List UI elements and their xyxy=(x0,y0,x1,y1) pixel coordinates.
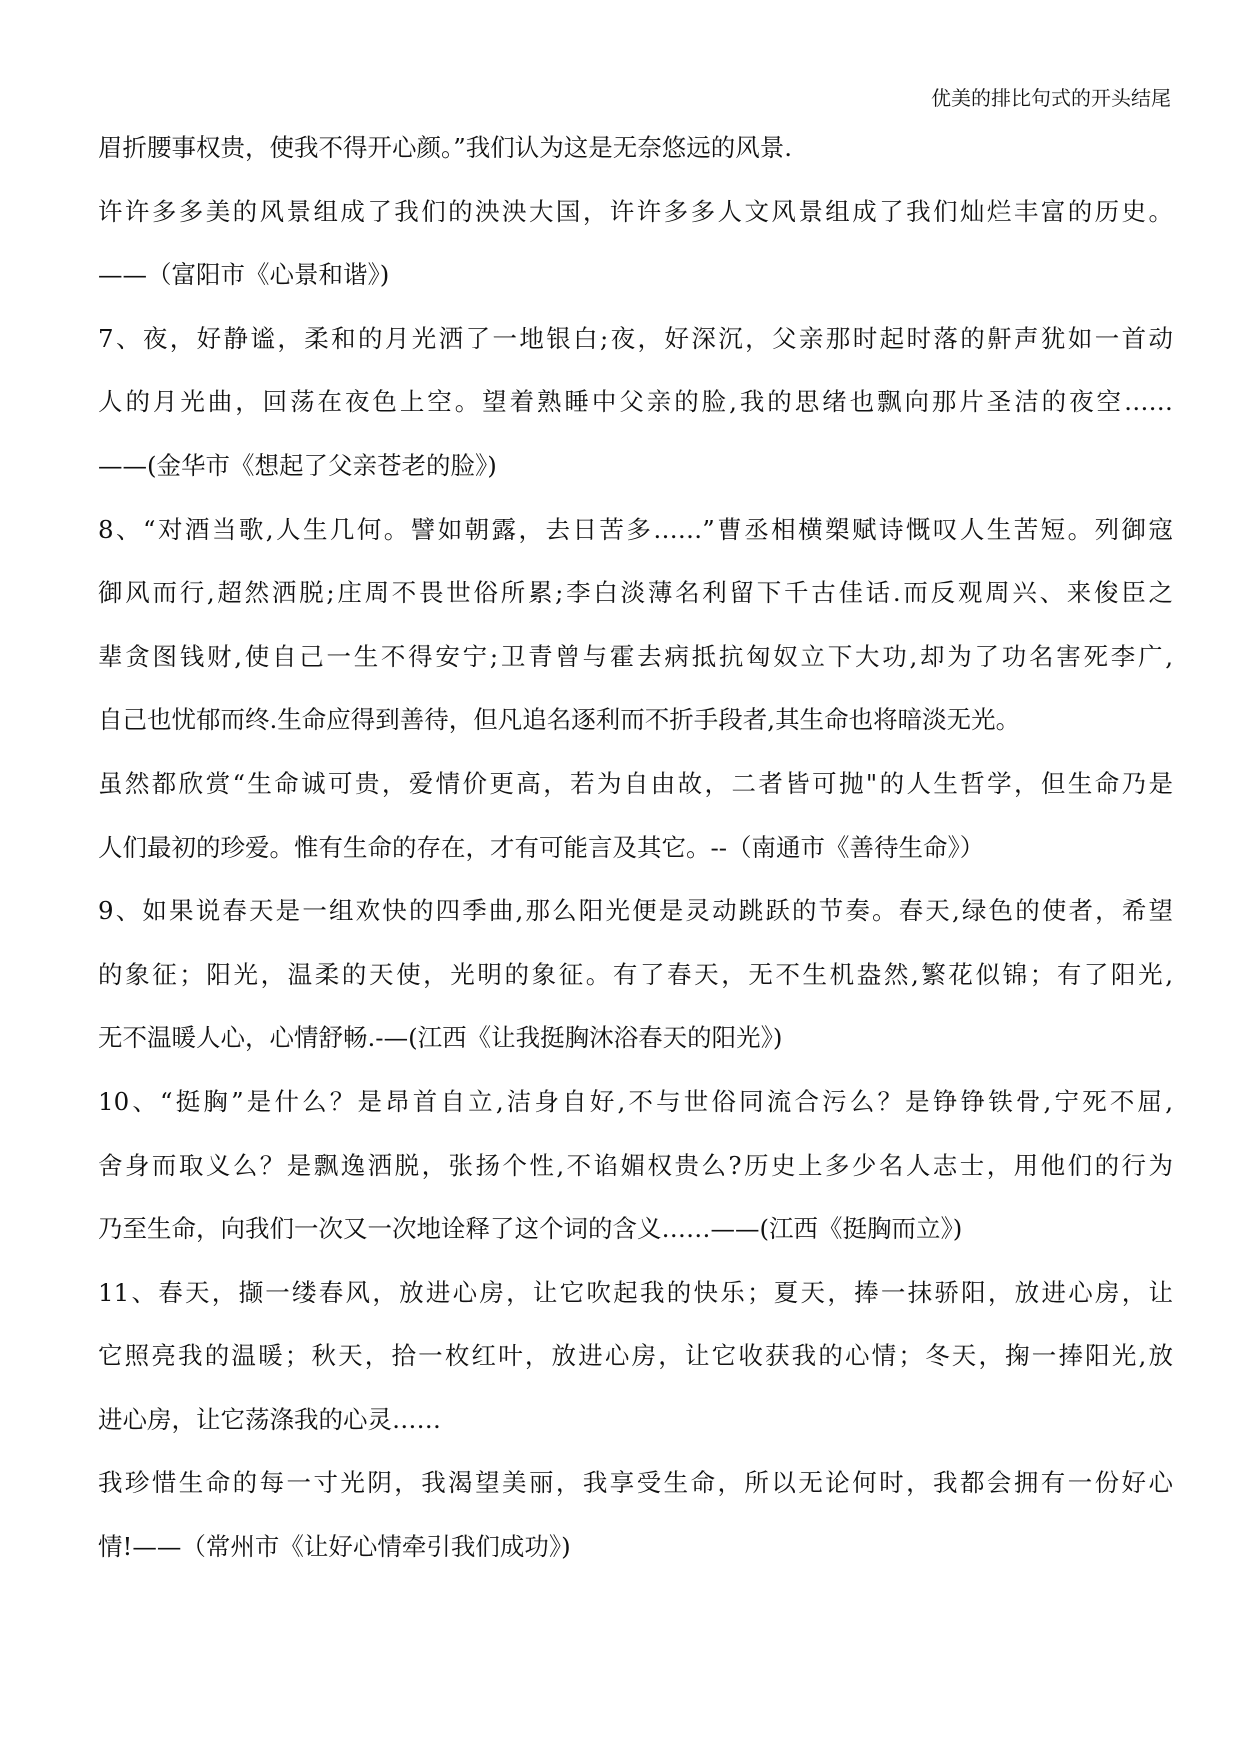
text-line: 许许多多美的风景组成了我们的泱泱大国，许许多多人文风景组成了我们灿烂丰富的历史。 xyxy=(98,196,1173,226)
text-line: ——（富阳市《心景和谐》) xyxy=(98,260,390,290)
text-line: 10、“挺胸”是什么？是昂首自立,洁身自好,不与世俗同流合污么？是铮铮铁骨,宁死不屈, xyxy=(98,1086,1173,1116)
page-header-title: 优美的排比句式的开头结尾 xyxy=(931,86,1171,110)
text-line: 人的月光曲，回荡在夜色上空。望着熟睡中父亲的脸,我的思绪也飘向那片圣洁的夜空…… xyxy=(98,387,1173,417)
text-line: 7、夜，好静谧，柔和的月光洒了一地银白;夜，好深沉，父亲那时起时落的鼾声犹如一首动 xyxy=(98,323,1173,353)
text-line: 乃至生命，向我们一次又一次地诠释了这个词的含义……——(江西《挺胸而立》) xyxy=(98,1214,963,1244)
text-line: 人们最初的珍爱。惟有生命的存在，才有可能言及其它。--（南通市《善待生命》） xyxy=(98,832,985,862)
text-line: 它照亮我的温暖；秋天，拾一枚红叶，放进心房，让它收获我的心情；冬天，掬一捧阳光,放 xyxy=(98,1341,1173,1371)
text-line: 御风而行,超然洒脱;庄周不畏世俗所累;李白淡薄名利留下千古佳话.而反观周兴、来俊臣之 xyxy=(98,578,1173,608)
text-line: 8、“对酒当歌,人生几何。譬如朝露，去日苦多……”曹丞相横槊赋诗慨叹人生苦短。列御寇 xyxy=(98,514,1173,544)
text-line: 自己也忧郁而终.生命应得到善待，但凡追名逐利而不折手段者,其生命也将暗淡无光。 xyxy=(98,705,1021,735)
text-line: 进心房，让它荡涤我的心灵…… xyxy=(98,1404,441,1434)
text-line: 舍身而取义么？是飘逸洒脱，张扬个性,不谄媚权贵么?历史上多少名人志士，用他们的行为 xyxy=(98,1150,1173,1180)
text-line: 情!——（常州市《让好心情牵引我们成功》) xyxy=(98,1532,571,1562)
text-line: 9、如果说春天是一组欢快的四季曲,那么阳光便是灵动跳跃的节奏。春天,绿色的使者，希望 xyxy=(98,896,1173,926)
text-line: ——(金华市《想起了父亲苍老的脸》) xyxy=(98,450,497,480)
text-line: 辈贪图钱财,使自己一生不得安宁;卫青曾与霍去病抵抗匈奴立下大功,却为了功名害死李广, xyxy=(98,641,1173,671)
text-line: 的象征；阳光，温柔的天使，光明的象征。有了春天，无不生机盎然,繁花似锦；有了阳光, xyxy=(98,959,1173,989)
document-body xyxy=(98,116,1173,1579)
text-line: 我珍惜生命的每一寸光阴，我渴望美丽，我享受生命，所以无论何时，我都会拥有一份好心 xyxy=(98,1468,1173,1498)
text-line: 虽然都欣赏“生命诚可贵，爱情价更高，若为自由故，二者皆可抛"的人生哲学，但生命乃是 xyxy=(98,768,1173,798)
text-line: 11、春天，撷一缕春风，放进心房，让它吹起我的快乐；夏天，捧一抹骄阳，放进心房，让 xyxy=(98,1277,1173,1307)
text-line: 无不温暖人心，心情舒畅.-—(江西《让我挺胸沐浴春天的阳光》) xyxy=(98,1023,783,1053)
text-line: 眉折腰事权贵，使我不得开心颜。”我们认为这是无奈悠远的风景. xyxy=(98,133,793,162)
